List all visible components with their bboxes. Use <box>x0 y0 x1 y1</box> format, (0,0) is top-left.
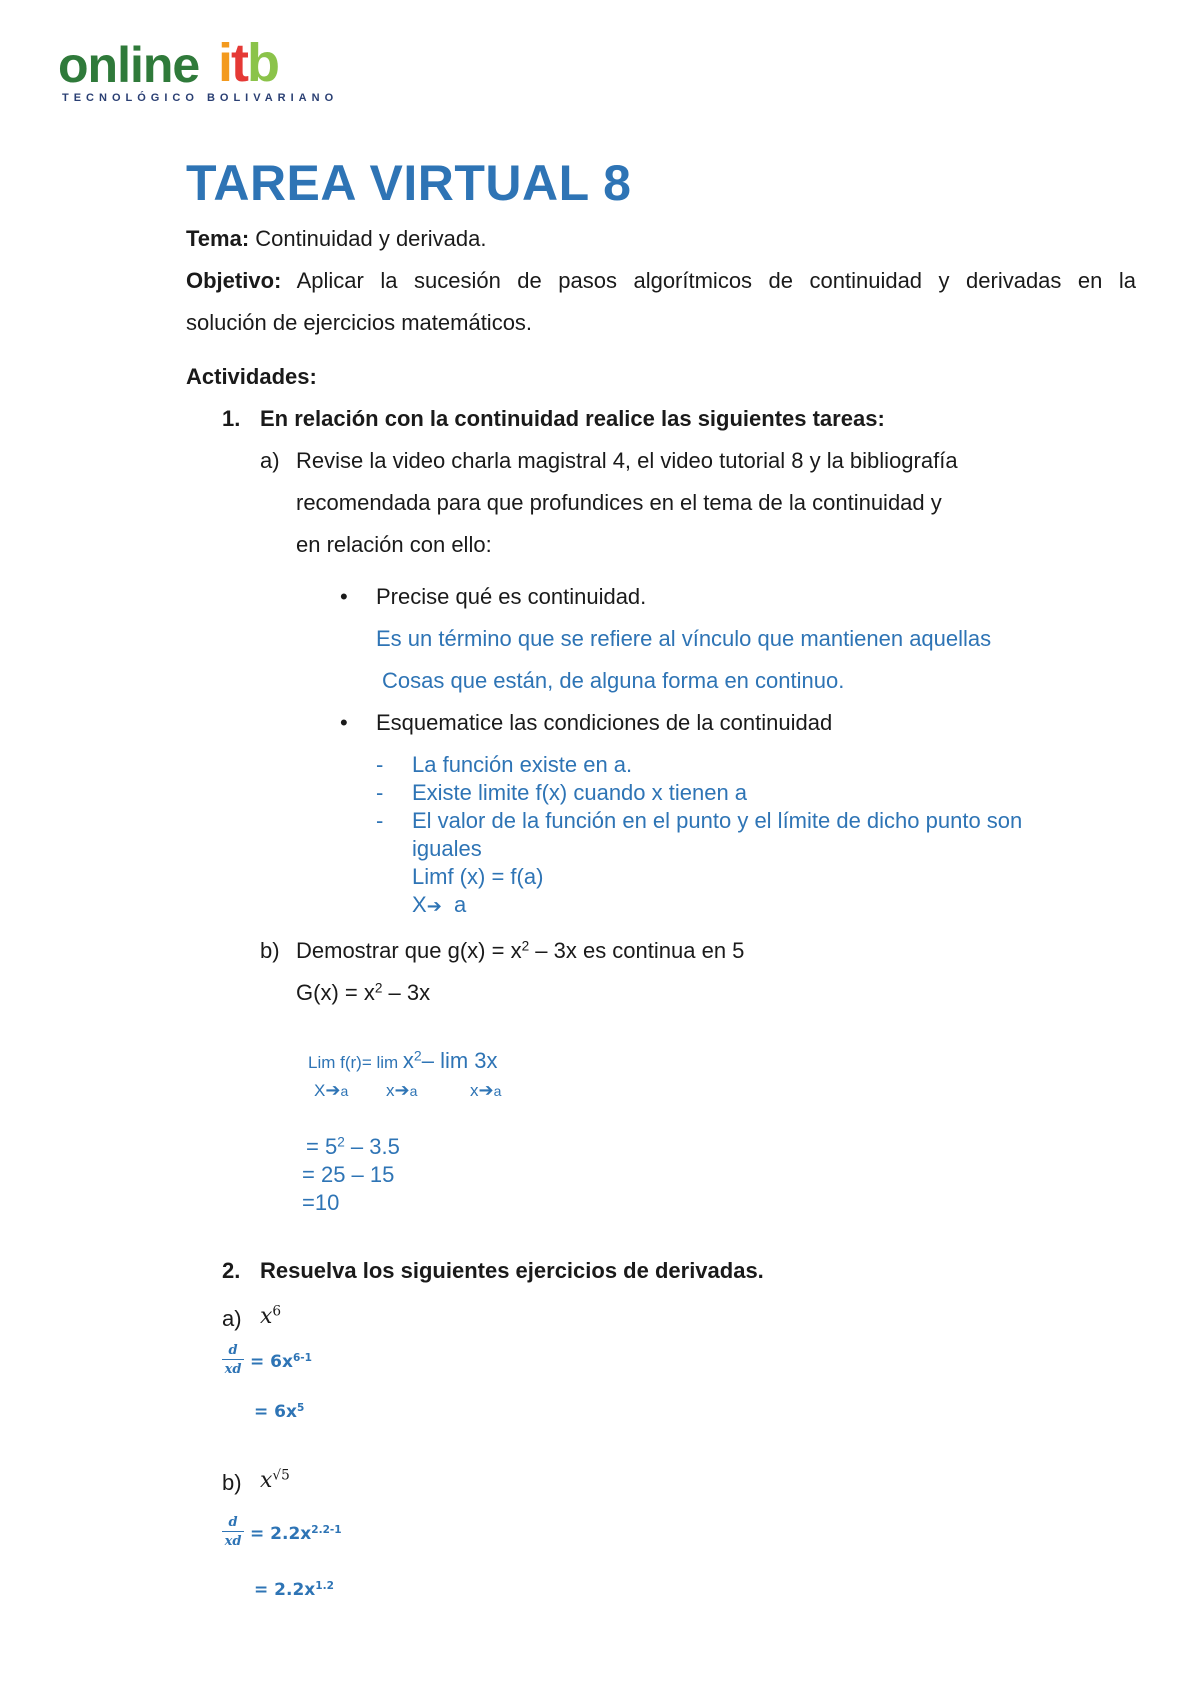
section1-a-line3: en relación con ello: <box>296 532 492 557</box>
exponent: 2 <box>374 980 383 996</box>
answer1-line1: Es un término que se refiere al vínculo que mantienen aquellas <box>376 626 992 651</box>
statement-pre: Demostrar que g(x) = x <box>296 938 522 963</box>
condition-2: Existe limite f(x) cuando x tienen a <box>412 780 748 805</box>
arrow-right-icon: ➔ <box>394 1080 410 1100</box>
sub-x: x <box>386 1081 395 1100</box>
limit-sub-x: X <box>412 892 427 917</box>
section2-number: 2. <box>222 1258 241 1283</box>
sub-a: a <box>493 1083 502 1099</box>
logo-online-text: online <box>58 37 200 93</box>
section1-number: 1. <box>222 406 241 431</box>
section2-b-step2 <box>254 1580 334 1600</box>
section2-a-expression <box>260 1304 281 1329</box>
statement-post: – 3x es continua en 5 <box>529 938 745 963</box>
eq-exp: 6-1 <box>292 1352 312 1365</box>
section1-heading: En relación con la continuidad realice las siguientes tareas: <box>260 406 885 431</box>
step1-post: – 3.5 <box>344 1134 400 1159</box>
section1-a-line2: recomendada para que profundices en el tema de la continuidad y <box>296 490 942 515</box>
condition-3: El valor de la función en el punto y el límite de dicho punto son <box>412 808 1023 833</box>
lim-text: Lim f(r)= lim <box>308 1053 403 1072</box>
limit-sub-1 <box>314 1080 348 1101</box>
eq-base: = 6x <box>254 1402 297 1422</box>
logo-subtitle: TECNOLÓGICO BOLIVARIANO <box>62 92 339 104</box>
calc-step-3: =10 <box>302 1190 340 1215</box>
frac-num: d <box>222 1344 244 1360</box>
objetivo-label: Objetivo: <box>186 268 282 293</box>
expr-exp: √5 <box>272 1467 290 1484</box>
section1-b-marker: b) <box>260 938 280 963</box>
condition-1: La función existe en a. <box>412 752 633 777</box>
section1-b-statement <box>296 938 744 964</box>
logo-itb-i: i <box>218 33 232 93</box>
gx-pre: G(x) = x <box>296 980 375 1005</box>
expr-exp: 6 <box>272 1303 282 1320</box>
gx-definition <box>296 980 430 1006</box>
dash-marker: - <box>376 780 384 805</box>
actividades-label: Actividades: <box>186 364 317 389</box>
step1-pre: = 5 <box>306 1134 338 1159</box>
logo-itb <box>218 33 278 93</box>
arrow-right-icon: ➔ <box>426 896 442 916</box>
derivative-operator <box>222 1516 244 1548</box>
eq-base: = 2.2x <box>250 1524 312 1544</box>
section2-b-marker: b) <box>222 1470 242 1495</box>
arrow-right-icon: ➔ <box>478 1080 494 1100</box>
objetivo-text-line2: solución de ejercicios matemáticos. <box>186 310 533 335</box>
limit-subscript <box>412 892 466 918</box>
arrow-right-icon: ➔ <box>325 1080 341 1100</box>
objetivo-line1 <box>186 268 1136 294</box>
section2-a-marker: a) <box>222 1306 242 1331</box>
sub-x: X <box>314 1081 326 1100</box>
tema-label: Tema: <box>186 226 250 251</box>
lim-rest: – lim 3x <box>421 1048 498 1073</box>
lim-x2: x <box>402 1048 414 1073</box>
frac-num: d <box>222 1516 244 1532</box>
section2-a-step1 <box>250 1352 312 1372</box>
section2-b-step1 <box>250 1524 342 1544</box>
tema-line <box>186 226 486 252</box>
dash-marker: - <box>376 808 384 833</box>
gx-post: – 3x <box>382 980 431 1005</box>
bullet1-text: Precise qué es continuidad. <box>376 584 647 609</box>
derivative-operator <box>222 1344 244 1376</box>
logo-itb-b: b <box>247 33 278 93</box>
section2-b-expression <box>260 1468 290 1493</box>
calc-step-1 <box>306 1134 400 1160</box>
tema-value: Continuidad y derivada. <box>255 226 487 251</box>
eq-base: = 2.2x <box>254 1580 316 1600</box>
eq-exp: 2.2-1 <box>311 1524 342 1537</box>
sub-a: a <box>340 1083 349 1099</box>
expr-base: x <box>260 1304 273 1329</box>
section1-a-marker: a) <box>260 448 280 473</box>
exponent: 2 <box>521 938 530 954</box>
exponent: 2 <box>337 1134 345 1150</box>
sub-a: a <box>409 1083 418 1099</box>
logo-itb-t: t <box>231 33 247 93</box>
limit-expression <box>308 1048 498 1074</box>
dash-marker: - <box>376 752 384 777</box>
limit-sub-2 <box>386 1080 417 1101</box>
limit-sub-3 <box>470 1080 501 1101</box>
exponent: 2 <box>413 1047 422 1064</box>
eq-exp: 5 <box>296 1402 305 1415</box>
condition-3-cont: iguales <box>412 836 482 861</box>
page-title: TAREA VIRTUAL 8 <box>186 155 632 211</box>
bullet-icon: • <box>340 710 348 735</box>
bullet2-text: Esquematice las condiciones de la continuidad <box>376 710 833 735</box>
eq-base: = 6x <box>250 1352 293 1372</box>
frac-den: xd <box>224 1362 242 1377</box>
section1-a-line1: Revise la video charla magistral 4, el video tutorial 8 y la bibliografía <box>296 448 958 473</box>
expr-base: x <box>260 1468 273 1493</box>
section2-a-step2 <box>254 1402 304 1422</box>
calc-step-2: = 25 – 15 <box>302 1162 395 1187</box>
objetivo-text-line1: Aplicar la sucesión de pasos algorítmicos de continuidad y derivadas en la <box>296 268 1136 293</box>
limit-formula: Limf (x) = f(a) <box>412 864 544 889</box>
section2-heading: Resuelva los siguientes ejercicios de derivadas. <box>260 1258 764 1283</box>
frac-den: xd <box>224 1534 242 1549</box>
answer1-line2: Cosas que están, de alguna forma en continuo. <box>382 668 845 693</box>
limit-sub-a: a <box>454 892 467 917</box>
sub-x: x <box>470 1081 479 1100</box>
bullet-icon: • <box>340 584 348 609</box>
eq-exp: 1.2 <box>315 1580 334 1593</box>
